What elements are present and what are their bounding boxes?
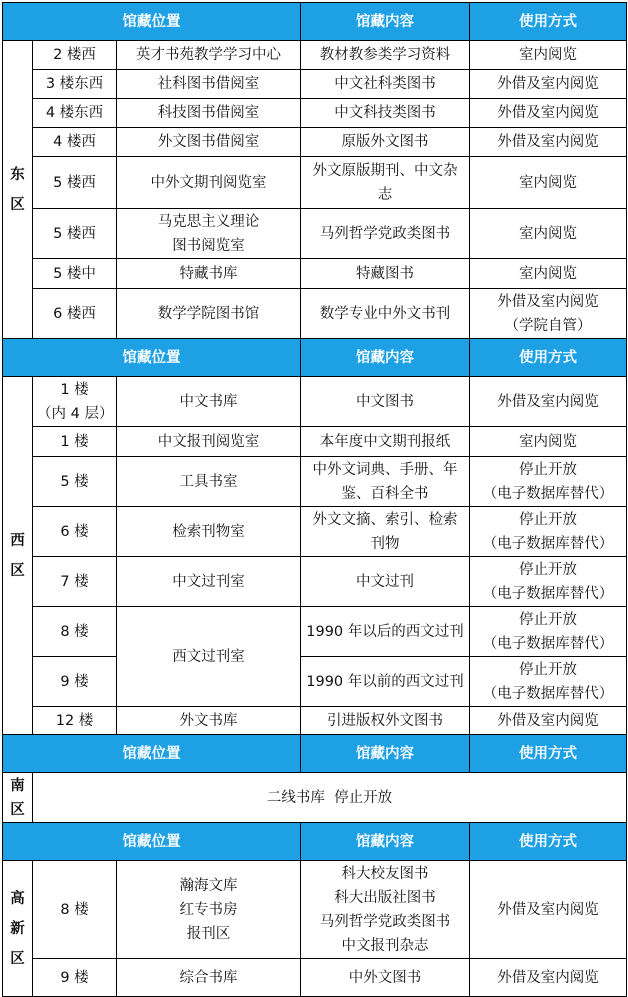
- header-content: 馆藏内容: [301, 3, 470, 41]
- content-cell: 中文过刊: [301, 557, 470, 607]
- table-row: [3, 70, 627, 99]
- room-cell: 中文书库: [117, 377, 301, 427]
- usage-cell: 外借及室内阅览: [470, 707, 627, 735]
- floor-cell: 5 楼: [33, 457, 117, 507]
- content-cell: 1990 年以前的西文过刊: [301, 657, 470, 707]
- header-usage: 使用方式: [470, 3, 627, 41]
- floor-cell: 9 楼: [33, 959, 117, 997]
- room-cell: 检索刊物室: [117, 507, 301, 557]
- usage-cell: 停止开放 （电子数据库替代）: [470, 507, 627, 557]
- zone-label-hightech: 高新区: [3, 861, 33, 997]
- usage-cell: 外借及室内阅览: [470, 70, 627, 99]
- table-row: [3, 128, 627, 157]
- table-row: [3, 557, 627, 607]
- room-cell: 马克思主义理论 图书阅览室: [117, 209, 301, 259]
- zone-label-east: 东区: [3, 41, 33, 339]
- room-cell: 社科图书借阅室: [117, 70, 301, 99]
- floor-cell: 6 楼: [33, 507, 117, 557]
- content-cell: 马列哲学党政类图书: [301, 209, 470, 259]
- content-cell: 中文社科类图书: [301, 70, 470, 99]
- header-content: 馆藏内容: [301, 823, 470, 861]
- usage-cell: 室内阅览: [470, 427, 627, 457]
- floor-cell: 12 楼: [33, 707, 117, 735]
- floor-cell: 7 楼: [33, 557, 117, 607]
- floor-cell: 9 楼: [33, 657, 117, 707]
- room-cell: 中文报刊阅览室: [117, 427, 301, 457]
- content-cell: 中文科技类图书: [301, 99, 470, 128]
- room-cell: 中外文期刊阅览室: [117, 157, 301, 209]
- floor-cell: 5 楼西: [33, 157, 117, 209]
- zone-label-south: 南区: [3, 773, 33, 823]
- table-row: [3, 773, 627, 823]
- floor-cell: 6 楼西: [33, 289, 117, 339]
- table-row: [3, 259, 627, 289]
- header-content: 馆藏内容: [301, 735, 470, 773]
- table-row: [3, 99, 627, 128]
- usage-cell: 室内阅览: [470, 259, 627, 289]
- content-cell: 教材教参类学习资料: [301, 41, 470, 70]
- room-cell: 综合书库: [117, 959, 301, 997]
- content-cell: 外文原版期刊、中文杂 志: [301, 157, 470, 209]
- room-cell: 瀚海文库 红专书房 报刊区: [117, 861, 301, 959]
- usage-cell: 室内阅览: [470, 41, 627, 70]
- floor-cell: 5 楼西: [33, 209, 117, 259]
- room-cell: 特藏书库: [117, 259, 301, 289]
- table-row: [3, 607, 627, 657]
- content-cell: 本年度中文期刊报纸: [301, 427, 470, 457]
- content-cell: 中外文词典、手册、年 鉴、百科全书: [301, 457, 470, 507]
- room-cell: 英才书苑教学学习中心: [117, 41, 301, 70]
- table-row: [3, 157, 627, 209]
- content-cell: 数学专业中外文书刊: [301, 289, 470, 339]
- floor-cell: 5 楼中: [33, 259, 117, 289]
- table-row: [3, 377, 627, 427]
- table-row: [3, 41, 627, 70]
- usage-cell: 停止开放 （电子数据库替代）: [470, 457, 627, 507]
- table-row: [3, 289, 627, 339]
- collection-table: [2, 2, 627, 997]
- room-cell: 外文书库: [117, 707, 301, 735]
- usage-cell: 室内阅览: [470, 157, 627, 209]
- usage-cell: 外借及室内阅览: [470, 99, 627, 128]
- floor-cell: 1 楼: [33, 427, 117, 457]
- content-cell: 引进版权外文图书: [301, 707, 470, 735]
- room-cell: 工具书室: [117, 457, 301, 507]
- usage-cell: 室内阅览: [470, 209, 627, 259]
- header-content: 馆藏内容: [301, 339, 470, 377]
- usage-cell: 外借及室内阅览: [470, 959, 627, 997]
- room-cell: 数学学院图书馆: [117, 289, 301, 339]
- floor-cell: 2 楼西: [33, 41, 117, 70]
- header-usage: 使用方式: [470, 823, 627, 861]
- south-note: 二线书库 停止开放: [33, 773, 627, 823]
- content-cell: 中文图书: [301, 377, 470, 427]
- usage-cell: 外借及室内阅览: [470, 377, 627, 427]
- header-location: 馆藏位置: [3, 3, 301, 41]
- usage-cell: 停止开放 （电子数据库替代）: [470, 557, 627, 607]
- table-row: [3, 861, 627, 959]
- header-row-east: [3, 3, 627, 41]
- content-cell: 外文文摘、索引、检索 刊物: [301, 507, 470, 557]
- table-row: [3, 457, 627, 507]
- content-cell: 原版外文图书: [301, 128, 470, 157]
- floor-cell: 3 楼东西: [33, 70, 117, 99]
- floor-cell: 4 楼西: [33, 128, 117, 157]
- zone-label-west: 西区: [3, 377, 33, 735]
- usage-cell: 停止开放 （电子数据库替代）: [470, 607, 627, 657]
- usage-cell: 停止开放 （电子数据库替代）: [470, 657, 627, 707]
- header-row-south: [3, 735, 627, 773]
- header-usage: 使用方式: [470, 339, 627, 377]
- header-location: 馆藏位置: [3, 339, 301, 377]
- floor-cell: 1 楼 （内 4 层）: [33, 377, 117, 427]
- header-row-hightech: [3, 823, 627, 861]
- room-cell: 外文图书借阅室: [117, 128, 301, 157]
- content-cell: 1990 年以后的西文过刊: [301, 607, 470, 657]
- table-row: [3, 657, 627, 707]
- header-row-west: [3, 339, 627, 377]
- floor-cell: 4 楼东西: [33, 99, 117, 128]
- table-row: [3, 707, 627, 735]
- floor-cell: 8 楼: [33, 607, 117, 657]
- room-cell: 科技图书借阅室: [117, 99, 301, 128]
- table-row: [3, 427, 627, 457]
- usage-cell: 外借及室内阅览: [470, 861, 627, 959]
- header-location: 馆藏位置: [3, 823, 301, 861]
- floor-cell: 8 楼: [33, 861, 117, 959]
- table-row: [3, 959, 627, 997]
- room-cell: 中文过刊室: [117, 557, 301, 607]
- content-cell: 特藏图书: [301, 259, 470, 289]
- table-row: [3, 209, 627, 259]
- content-cell: 中外文图书: [301, 959, 470, 997]
- table-row: [3, 507, 627, 557]
- header-usage: 使用方式: [470, 735, 627, 773]
- header-location: 馆藏位置: [3, 735, 301, 773]
- content-cell: 科大校友图书 科大出版社图书 马列哲学党政类图书 中文报刊杂志: [301, 861, 470, 959]
- usage-cell: 外借及室内阅览 （学院自管）: [470, 289, 627, 339]
- usage-cell: 外借及室内阅览: [470, 128, 627, 157]
- room-cell: 西文过刊室: [117, 607, 301, 707]
